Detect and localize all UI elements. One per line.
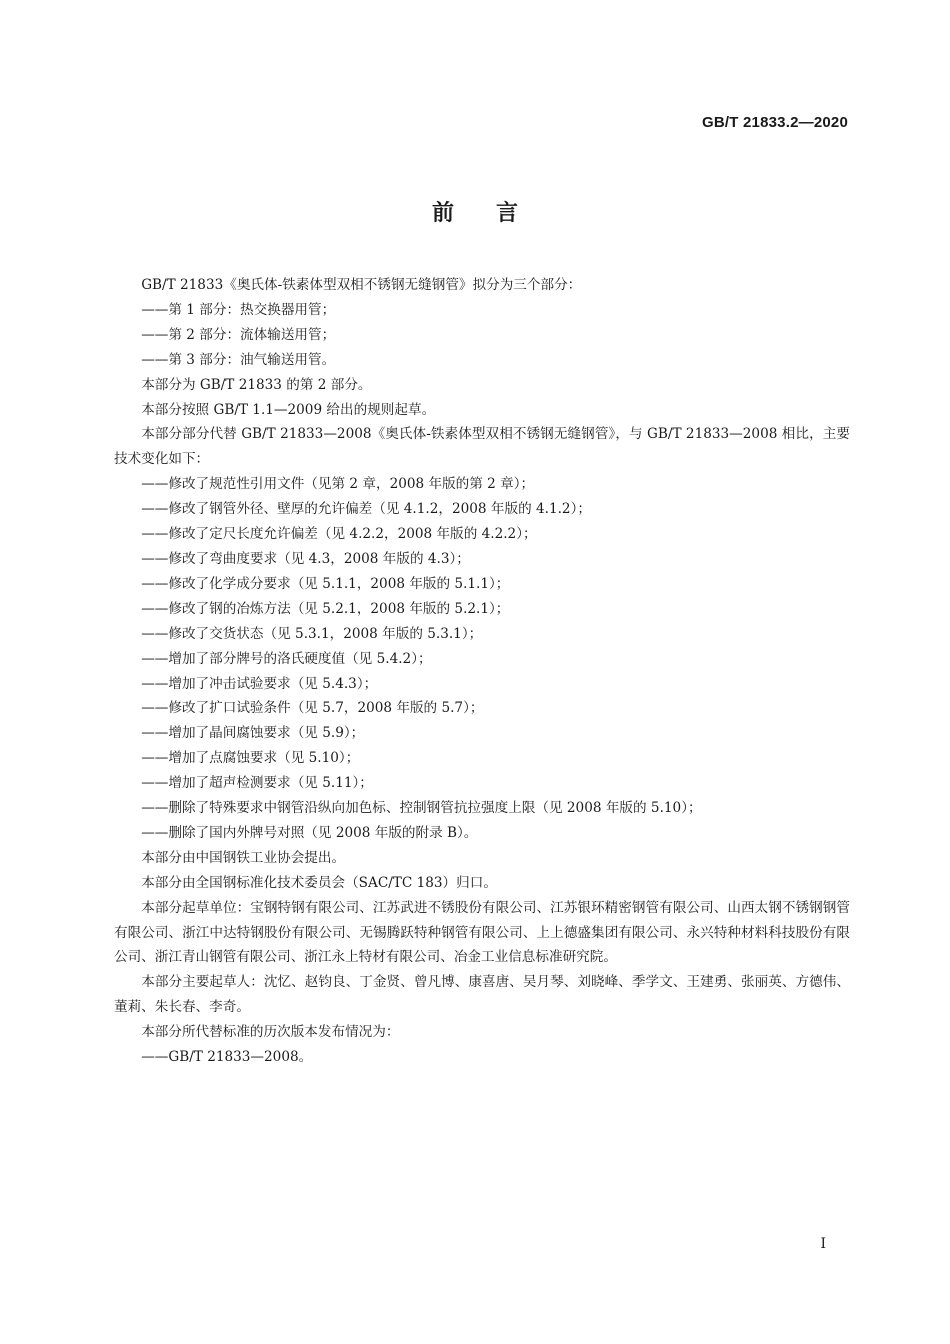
list-item: ——修改了交货状态（见 5.3.1，2008 年版的 5.3.1）； — [141, 625, 483, 642]
list-item: ——删除了特殊要求中钢管沿纵向加色标、控制钢管抗拉强度上限（见 2008 年版的 5.10）； — [141, 800, 702, 817]
list-item: ——GB/T 21833—2008。 — [141, 1049, 313, 1066]
list-item: ——增加了超声检测要求（见 5.11）； — [141, 775, 373, 792]
paragraph: 本部分按照 GB/T 1.1—2009 给出的规则起草。 — [141, 401, 436, 418]
list-item: ——增加了点腐蚀要求（见 5.10）； — [141, 750, 360, 767]
paragraph: 本部分由中国钢铁工业协会提出。 — [141, 849, 346, 866]
list-item: ——修改了钢的冶炼方法（见 5.2.1，2008 年版的 5.2.1）； — [141, 600, 510, 617]
list-item: ——第 1 部分：热交换器用管； — [141, 301, 336, 318]
list-item: ——删除了国内外牌号对照（见 2008 年版的附录 B）。 — [141, 824, 478, 841]
list-item: ——修改了扩口试验条件（见 5.7，2008 年版的 5.7）； — [141, 700, 484, 717]
list-item: ——修改了钢管外径、壁厚的允许偏差（见 4.1.2，2008 年版的 4.1.2）； — [141, 501, 591, 518]
list-item: ——第 3 部分：油气输送用管。 — [141, 351, 336, 368]
page-number: I — [820, 1236, 826, 1252]
paragraph: 本部分为 GB/T 21833 的第 2 部分。 — [141, 376, 372, 393]
list-item: ——增加了冲击试验要求（见 5.4.3）； — [141, 675, 378, 692]
standard-code: GB/T 21833.2—2020 — [702, 114, 848, 131]
list-item: ——增加了晶间腐蚀要求（见 5.9）； — [141, 725, 365, 742]
paragraph: 本部分所代替标准的历次版本发布情况为： — [141, 1024, 400, 1041]
list-item: ——第 2 部分：流体输送用管； — [141, 326, 336, 343]
paragraph: 本部分部分代替 GB/T 21833—2008《奥氏体-铁素体型双相不锈钢无缝钢管》，与 GB/T 21833—2008 相比，主要技术变化如下： — [114, 426, 850, 468]
list-item: ——修改了规范性引用文件（见第 2 章，2008 年版的第 2 章）； — [141, 476, 535, 493]
paragraph: GB/T 21833《奥氏体-铁素体型双相不锈钢无缝钢管》拟分为三个部分： — [141, 277, 582, 293]
paragraph: 本部分起草单位：宝钢特钢有限公司、江苏武进不锈股份有限公司、江苏银环精密钢管有限公司、山西太钢不锈钢钢管有限公司、浙江中达特钢股份有限公司、无锡腾跃特种钢管有限公司、上上德盛集团有限公司、永兴特种材料科技股份有限公司、浙江青山钢管有限公司、浙江永上特材有限公司、冶金工业信息标准研究院。 — [114, 899, 850, 966]
page-title: 前言 — [431, 201, 560, 226]
list-item: ——修改了定尺长度允许偏差（见 4.2.2，2008 年版的 4.2.2）； — [141, 526, 537, 543]
foreword-body — [114, 273, 850, 1070]
list-item: ——修改了弯曲度要求（见 4.3，2008 年版的 4.3）； — [141, 550, 470, 567]
list-item: ——增加了部分牌号的洛氏硬度值（见 5.4.2）； — [141, 650, 432, 667]
paragraph: 本部分由全国钢标准化技术委员会（SAC/TC 183）归口。 — [141, 874, 497, 891]
paragraph: 本部分主要起草人：沈忆、赵钧良、丁金贤、曾凡博、康喜唐、吴月琴、刘晓峰、季学文、王建勇、张丽英、方德伟、董莉、朱长春、李奇。 — [114, 974, 850, 1016]
list-item: ——修改了化学成分要求（见 5.1.1，2008 年版的 5.1.1）； — [141, 575, 510, 592]
